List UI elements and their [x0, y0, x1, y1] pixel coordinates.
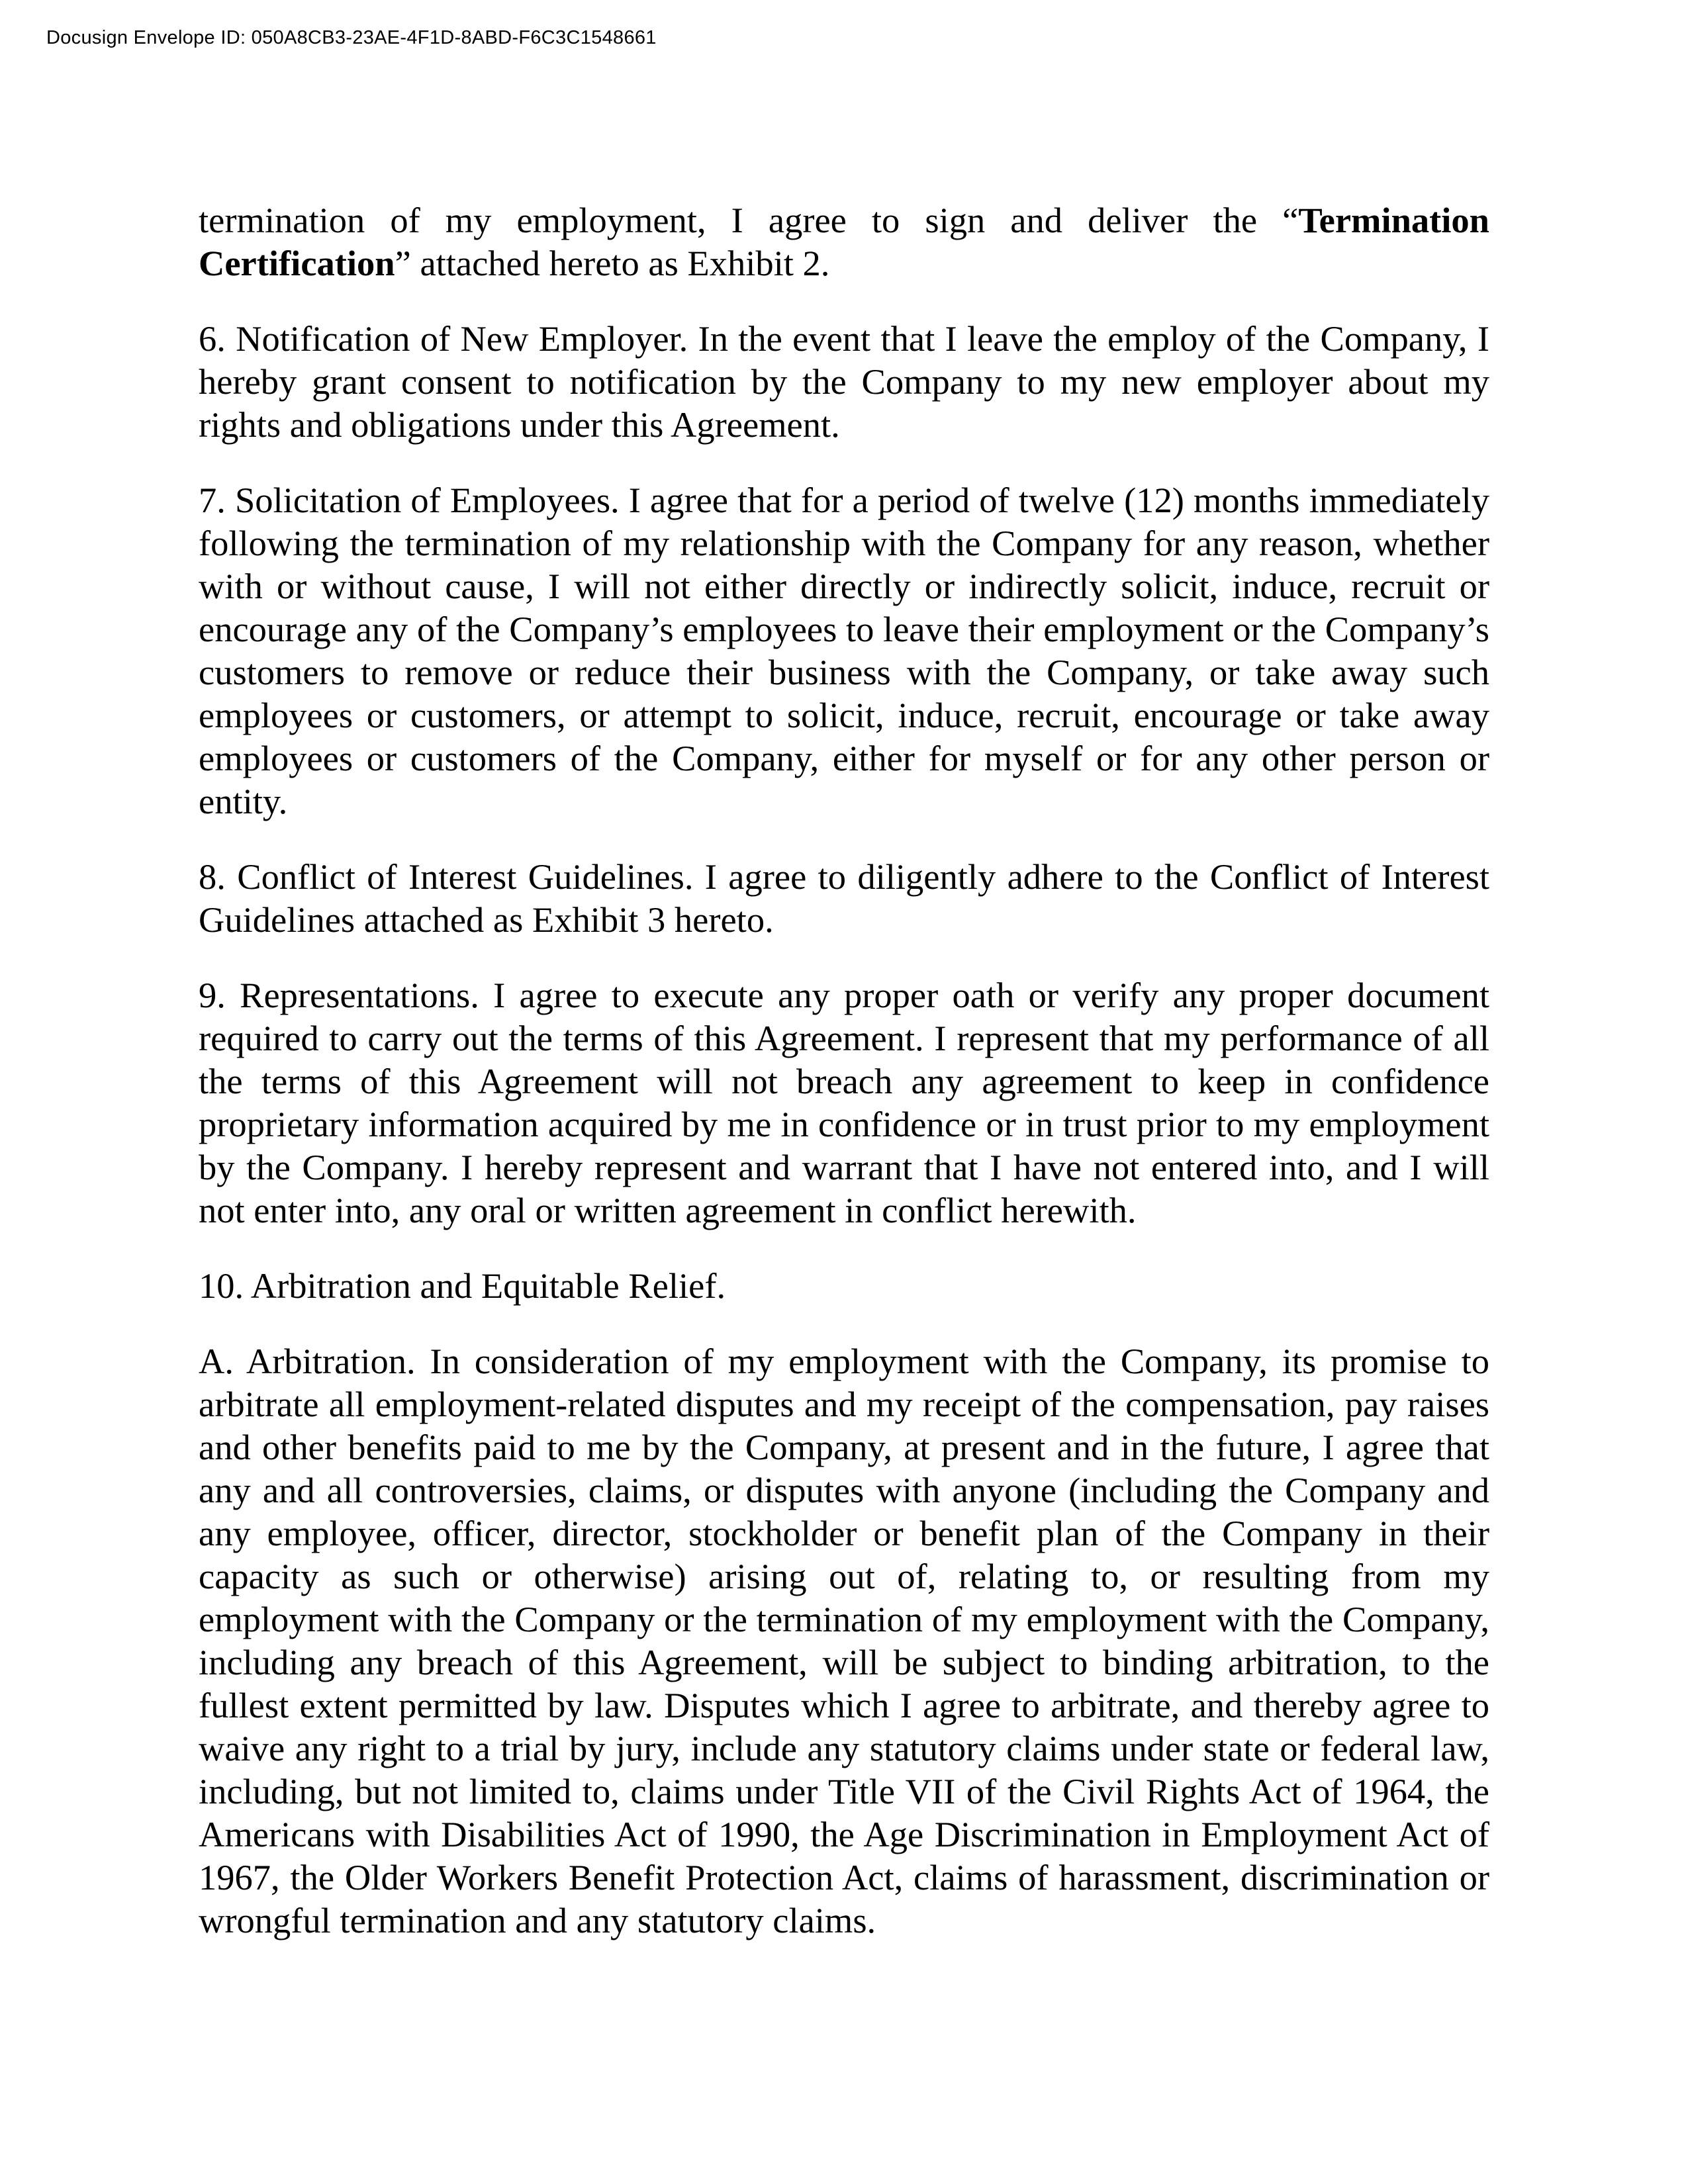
certification-term: Certification — [199, 243, 395, 283]
section-6-paragraph: 6. Notification of New Employer. In the event that I leave the employ of the Company, I hereby grant consent to notification by the Company to my new employer about my rights and obligations under this Agreement. — [199, 318, 1489, 445]
section-10a-paragraph: A. Arbitration. In consideration of my employment with the Company, its promise to arbitrate all employment-related disputes and my receipt of the compensation, pay raises and other benefits paid to me by the Company, at present and in the future, I agree that any and all controversies, claims, or disputes with anyone (including the Company and any employee, officer, director, stockholder or benefit plan of the Company in their capacity as such or otherwise) arising out of, relating to, or resulting from my employment with the Company or the termination of my employment with the Company, including any breach of this Agreement, will be subject to binding arbitration, to the fullest extent permitted by law. Disputes which I agree to arbitrate, and thereby agree to waive any right to a trial by jury, include any statutory claims under state or federal law, including, but not limited to, claims under Title VII of the Civil Rights Act of 1964, the Americans with Disabilities Act of 1990, the Age Discrimination in Employment Act of 1967, the Older Workers Benefit Protection Act, claims of harassment, discrimination or wrongful termination and any statutory claims. — [199, 1341, 1489, 1940]
document-body — [199, 199, 1489, 1974]
continuation-text: termination of my employment, I agree to sign and deliver the “ — [199, 200, 1299, 240]
section-7-paragraph: 7. Solicitation of Employees. I agree that for a period of twelve (12) months immediately following the termination of my relationship with the Company for any reason, whether with or without cause, I will not either directly or indirectly solicit, induce, recruit or encourage any of the Company’s employees to leave their employment or the Company’s customers to remove or reduce their business with the Company, or take away such employees or customers, or attempt to solicit, induce, recruit, encourage or take away employees or customers of the Company, either for myself or for any other person or entity. — [199, 480, 1489, 821]
section-9-paragraph: 9. Representations. I agree to execute any proper oath or verify any proper document required to carry out the terms of this Agreement. I represent that my performance of all the terms of this Agreement will not breach any agreement to keep in confidence proprietary information acquired by me in confidence or in trust prior to my employment by the Company. I hereby represent and warrant that I have not entered into, and I will not enter into, any oral or written agreement in conflict herewith. — [199, 975, 1489, 1230]
section-8-paragraph: 8. Conflict of Interest Guidelines. I agree to diligently adhere to the Conflict of Interest Guidelines attached as Exhibit 3 hereto. — [199, 856, 1489, 940]
termination-term: Termination — [1298, 200, 1489, 240]
section-10-heading: 10. Arbitration and Equitable Relief. — [199, 1265, 726, 1306]
continuation-text-end: ” attached hereto as Exhibit 2. — [395, 243, 830, 283]
termination-continuation-paragraph — [199, 199, 1489, 285]
docusign-envelope-id: Docusign Envelope ID: 050A8CB3-23AE-4F1D-8ABD-F6C3C1548661 — [46, 27, 657, 48]
